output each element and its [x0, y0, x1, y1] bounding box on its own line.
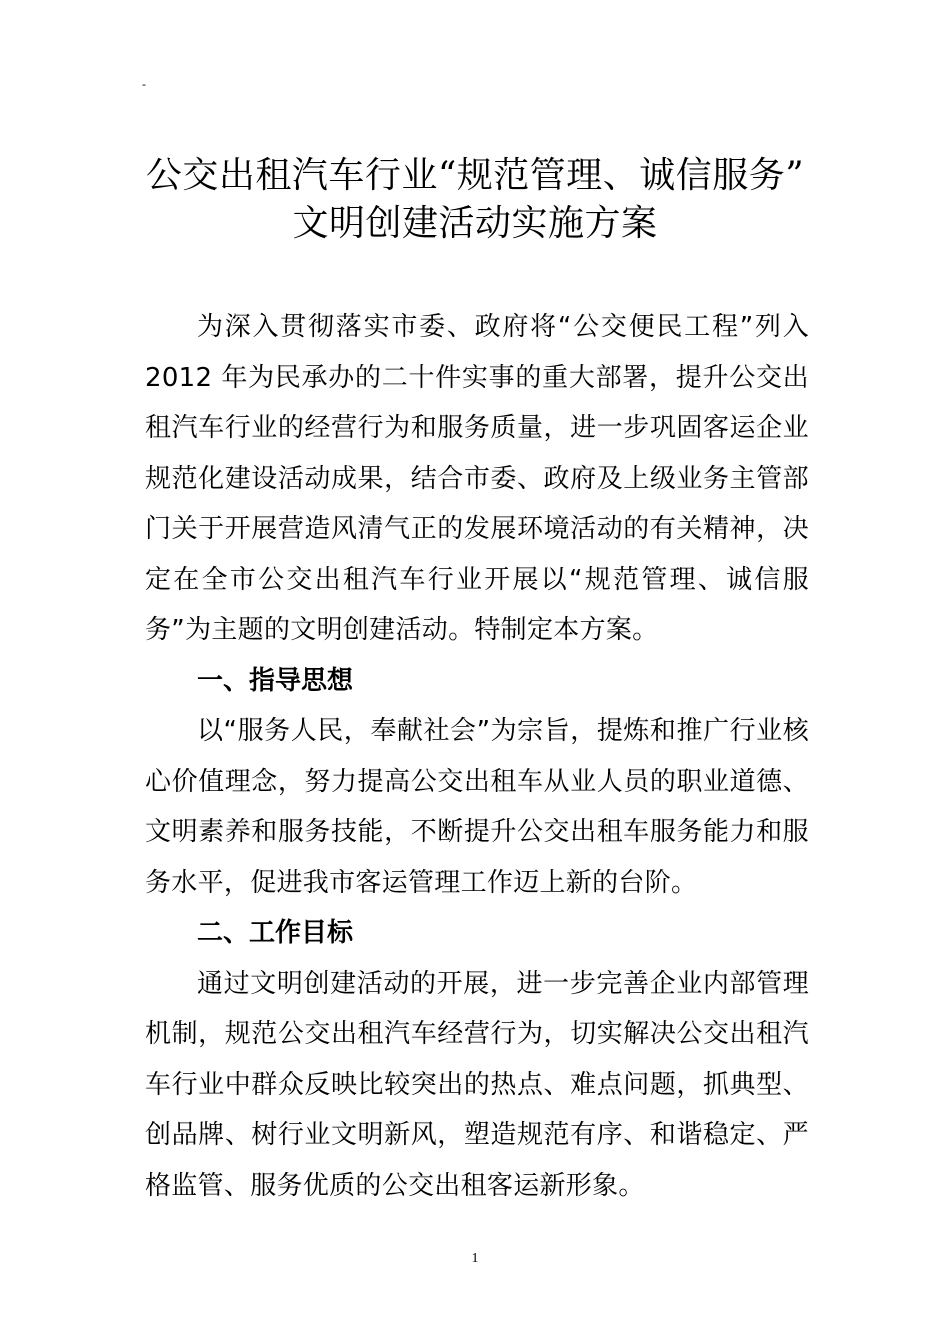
section-heading-work-goals: 二、工作目标 — [197, 918, 354, 948]
section-paragraph-work-goals: 通过文明创建活动的开展，进一步完善企业内部管理机制，规范公交出租汽车经营行为，切实解决公交出租汽车行业中群众反映比较突出的热点、难点问题，抓典型、创品牌、树行业文明新风，塑造规范有序、和谐稳定、严格监管、服务优质的公交出租客运新形象。 — [145, 968, 809, 1201]
section-heading-guiding-ideology: 一、指导思想 — [197, 665, 354, 696]
intro-paragraph: 为深入贯彻落实市委、政府将“公交便民工程”列入2012 年为民承办的二十件实事的重大部署，提升公交出租汽车行业的经营行为和服务质量，进一步巩固客运企业规范化建设活动成果，结合市委、政府及上级业务主管部门关于开展营造风清气正的发展环境活动的有关精神，决定在全市公交出租汽车行业开展以“规范管理、诚信服务”为主题的文明创建活动。特制定本方案。 — [145, 312, 809, 645]
document-title-line-1: 公交出租汽车行业“规范管理、诚信服务” — [145, 155, 805, 196]
document-title-line-2: 文明创建活动实施方案 — [292, 203, 658, 244]
document-body — [145, 302, 809, 1211]
page-number: 1 — [471, 1251, 479, 1266]
header-mark: - — [142, 77, 146, 91]
section-paragraph-guiding-ideology: 以“服务人民，奉献社会”为宗旨，提炼和推广行业核心价值理念，努力提高公交出租车从业人员的职业道德、文明素养和服务技能，不断提升公交出租车服务能力和服务水平，促进我市客运管理工作迈上新的台阶。 — [145, 716, 809, 898]
